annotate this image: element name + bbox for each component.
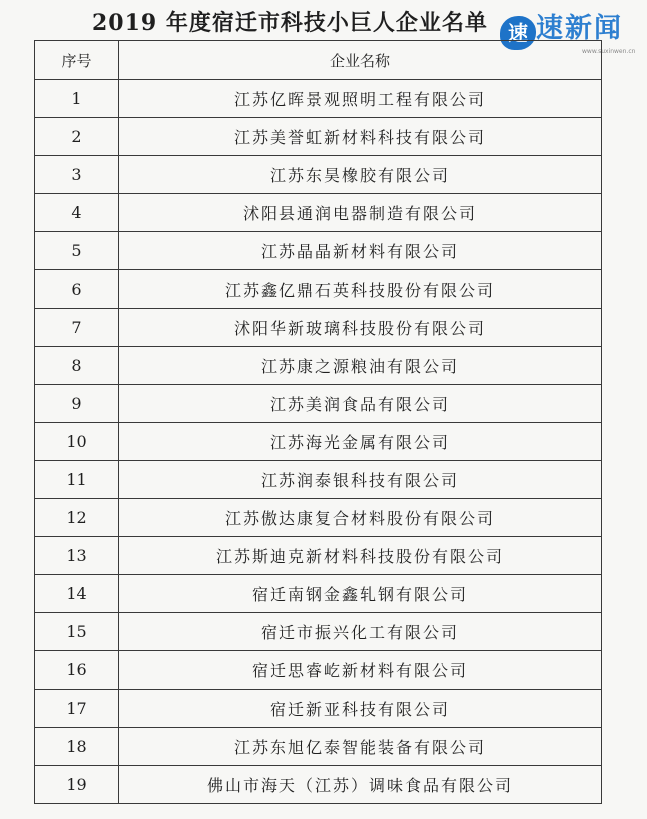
- serial-number-cell: 15: [35, 613, 119, 651]
- company-name-cell: 江苏康之源粮油有限公司: [119, 346, 602, 384]
- table-row: [35, 460, 602, 498]
- table-row: [35, 118, 602, 156]
- page-title: 2019 年度宿迁市科技小巨人企业名单: [92, 10, 488, 36]
- table-row: [35, 194, 602, 232]
- table-row: [35, 537, 602, 575]
- serial-number-cell: 5: [35, 232, 119, 270]
- serial-number-cell: 11: [35, 460, 119, 498]
- company-name-cell: 江苏东旭亿泰智能装备有限公司: [119, 727, 602, 765]
- serial-number-cell: 6: [35, 270, 119, 308]
- company-name-cell: 江苏东昊橡胶有限公司: [119, 156, 602, 194]
- table-row: [35, 270, 602, 308]
- table-row: [35, 156, 602, 194]
- serial-number-cell: 2: [35, 118, 119, 156]
- table-row: [35, 346, 602, 384]
- company-name-cell: 江苏美誉虹新材料科技有限公司: [119, 118, 602, 156]
- table-row: [35, 575, 602, 613]
- header-company-name: 企业名称: [119, 41, 602, 80]
- company-name-cell: 宿迁新亚科技有限公司: [119, 689, 602, 727]
- company-name-cell: 江苏美润食品有限公司: [119, 384, 602, 422]
- serial-number-cell: 10: [35, 422, 119, 460]
- header-serial-number: 序号: [35, 41, 119, 80]
- serial-number-cell: 12: [35, 499, 119, 537]
- serial-number-cell: 19: [35, 765, 119, 803]
- table-row: [35, 308, 602, 346]
- serial-number-cell: 3: [35, 156, 119, 194]
- company-name-cell: 宿迁思睿屹新材料有限公司: [119, 651, 602, 689]
- company-name-cell: 宿迁市振兴化工有限公司: [119, 613, 602, 651]
- serial-number-cell: 17: [35, 689, 119, 727]
- table-row: [35, 499, 602, 537]
- table-row: [35, 80, 602, 118]
- table-row: [35, 689, 602, 727]
- table-header-row: [35, 41, 602, 80]
- company-name-cell: 江苏鑫亿鼎石英科技股份有限公司: [119, 270, 602, 308]
- company-list-table: [34, 40, 602, 804]
- serial-number-cell: 8: [35, 346, 119, 384]
- logo-url: www.suxinwen.cn: [582, 48, 636, 55]
- company-name-cell: 沭阳华新玻璃科技股份有限公司: [119, 308, 602, 346]
- serial-number-cell: 1: [35, 80, 119, 118]
- table-row: [35, 422, 602, 460]
- serial-number-cell: 16: [35, 651, 119, 689]
- table-row: [35, 613, 602, 651]
- serial-number-cell: 18: [35, 727, 119, 765]
- serial-number-cell: 14: [35, 575, 119, 613]
- table-row: [35, 727, 602, 765]
- company-name-cell: 佛山市海天（江苏）调味食品有限公司: [119, 765, 602, 803]
- company-name-cell: 沭阳县通润电器制造有限公司: [119, 194, 602, 232]
- table-row: [35, 232, 602, 270]
- table-row: [35, 651, 602, 689]
- table-row: [35, 384, 602, 422]
- table-row: [35, 765, 602, 803]
- company-name-cell: 江苏亿晖景观照明工程有限公司: [119, 80, 602, 118]
- serial-number-cell: 13: [35, 537, 119, 575]
- logo-text: 速新闻: [536, 13, 623, 44]
- serial-number-cell: 9: [35, 384, 119, 422]
- company-name-cell: 江苏斯迪克新材料科技股份有限公司: [119, 537, 602, 575]
- serial-number-cell: 7: [35, 308, 119, 346]
- company-name-cell: 江苏傲达康复合材料股份有限公司: [119, 499, 602, 537]
- serial-number-cell: 4: [35, 194, 119, 232]
- company-name-cell: 江苏晶晶新材料有限公司: [119, 232, 602, 270]
- company-name-cell: 宿迁南钢金鑫轧钢有限公司: [119, 575, 602, 613]
- logo-mark-icon: 速: [500, 16, 536, 50]
- company-name-cell: 江苏润泰银科技有限公司: [119, 460, 602, 498]
- company-name-cell: 江苏海光金属有限公司: [119, 422, 602, 460]
